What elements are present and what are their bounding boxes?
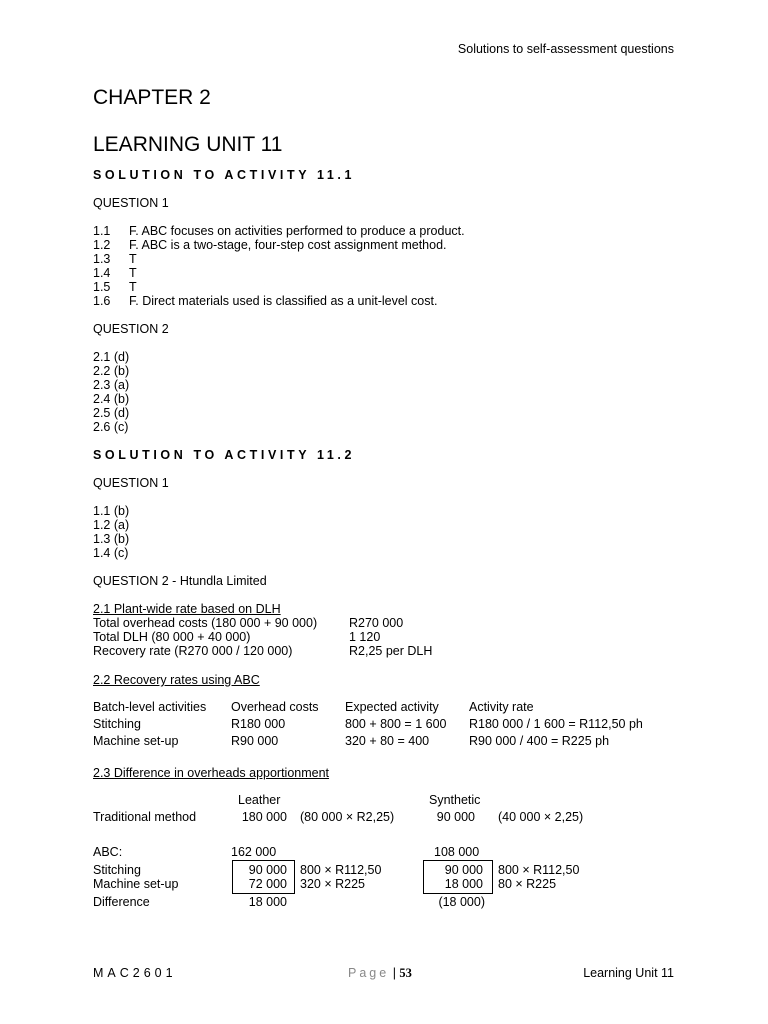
activity-11-2-q2-label: QUESTION 2 - Htundla Limited: [93, 574, 267, 588]
activity-11-1-q2-label: QUESTION 2: [93, 322, 169, 336]
footer-separator: |: [392, 966, 396, 980]
section-2-3-title: 2.3 Difference in overheads apportionment: [93, 766, 330, 780]
unit-title: LEARNING UNIT 11: [93, 133, 283, 156]
list-item: 1.5 T: [93, 280, 137, 294]
activity-11-1-q1-label: QUESTION 1: [93, 196, 169, 210]
chapter-title: CHAPTER 2: [93, 86, 211, 109]
list-item: 1.4 (c): [93, 546, 129, 560]
activity-11-2-q1-label: QUESTION 1: [93, 476, 169, 490]
section-2-1-title: 2.1 Plant-wide rate based on DLH: [93, 602, 281, 616]
table-row: Total overhead costs (180 000 + 90 000) R270 000: [93, 616, 404, 630]
table-row: Recovery rate (R270 000 / 120 000) R2,25 per DLH: [93, 644, 433, 658]
list-item: 2.2 (b): [93, 364, 130, 378]
list-item: 1.2 F. ABC is a two-stage, four-step cost assignment method.: [93, 238, 447, 252]
table-row: Difference 18 000 (18 000): [93, 895, 485, 909]
list-item: 2.5 (d): [93, 406, 130, 420]
page-number: 53: [399, 966, 412, 980]
list-item: 1.4 T: [93, 266, 137, 280]
table-row: Machine set-up R90 000 320 + 80 = 400 R90 000 / 400 = R225 ph: [93, 734, 610, 748]
running-header: Solutions to self-assessment questions: [457, 42, 674, 56]
list-item: 1.2 (a): [93, 518, 130, 532]
list-item: 1.3 (b): [93, 532, 130, 546]
activity-11-2-q1-list: [93, 504, 129, 560]
table-row: Stitching 90 000 800 × R112,50 90 000 800 × R112,50: [93, 863, 580, 877]
section-2-2-title: 2.2 Recovery rates using ABC: [93, 673, 260, 687]
list-item: 1.6 F. Direct materials used is classified as a unit-level cost.: [93, 294, 438, 308]
table-row: ABC: 162 000 108 000: [93, 845, 480, 859]
list-item: 2.6 (c): [93, 420, 129, 434]
table-header-row: Leather Synthetic: [238, 793, 481, 807]
footer-page-number: [348, 966, 412, 981]
table-row: Total DLH (80 000 + 40 000) 1 120: [93, 630, 381, 644]
list-item: 2.3 (a): [93, 378, 130, 392]
activity-11-1-heading: SOLUTION TO ACTIVITY 11.1: [93, 168, 356, 182]
list-item: 2.1 (d): [93, 350, 130, 364]
table-header-row: Batch-level activities Overhead costs Expected activity Activity rate: [93, 700, 534, 714]
list-item: 1.1 (b): [93, 504, 130, 518]
footer-page-word: Page: [348, 966, 390, 980]
activity-11-2-heading: SOLUTION TO ACTIVITY 11.2: [93, 448, 356, 462]
list-item: 1.3 T: [93, 252, 137, 266]
footer-module-code: MAC2601: [93, 966, 177, 980]
activity-11-1-q1-list: [93, 224, 465, 308]
table-row: Stitching R180 000 800 + 800 = 1 600 R180 000 / 1 600 = R112,50 ph: [93, 717, 643, 731]
list-item: 1.1 F. ABC focuses on activities performed to produce a product.: [93, 224, 465, 238]
activity-11-1-q2-list: [93, 350, 129, 434]
table-row: Machine set-up 72 000 320 × R225 18 000 80 × R225: [93, 877, 557, 891]
footer-unit: Learning Unit 11: [583, 966, 674, 980]
list-item: 2.4 (b): [93, 392, 130, 406]
table-row: Traditional method 180 000 (80 000 × R2,25) 90 000 (40 000 × 2,25): [93, 810, 584, 824]
